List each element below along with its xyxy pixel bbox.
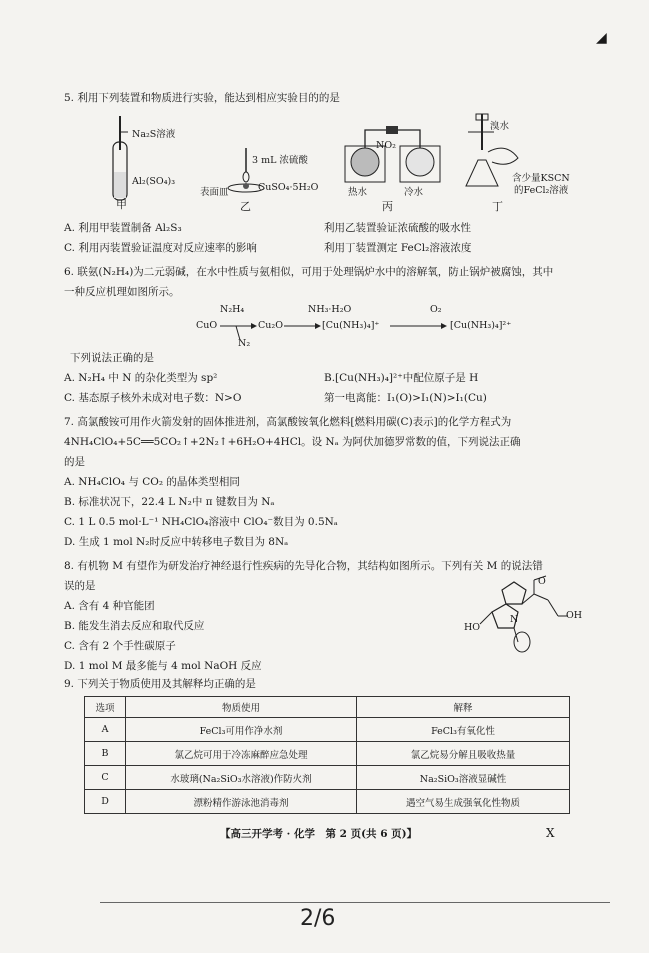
row-label: A [85,718,126,742]
label-conc-h2so4: 3 mL 浓硫酸 [252,155,308,166]
q6-option-c: C. 基态原子核外未成对电子数：N>O [64,392,242,404]
row-usage: 漂粉精作游泳池消毒剂 [126,790,357,814]
q7-stem-line3: 的是 [64,456,85,468]
mech-cu2o: Cu₂O [258,320,283,331]
apparatus-bing [340,120,450,190]
q8-label-ho: HO [464,622,481,633]
label-yi: 乙 [240,200,251,213]
header-usage: 物质使用 [126,697,357,718]
row-label: B [85,742,126,766]
q8-label-n: N [510,614,519,625]
q8-stem-line2: 误的是 [64,580,96,592]
footer-title: 【高三开学考 · 化学 第 2 页(共 6 页)】 [220,828,418,840]
label-cuso4: CuSO₄·5H₂O [258,182,319,193]
q6-ask: 下列说法正确的是 [70,352,154,364]
q7-option-d: D. 生成 1 mol N₂时反应中转移电子数目为 8Nₐ [64,536,289,548]
mech-n2: N₂ [238,338,251,349]
mech-nh3h2o: NH₃·H₂O [308,304,352,315]
q8-stem-line1: 8. 有机物 M 有望作为研发治疗神经退行性疾病的先导化合物，其结构如图所示。下列有关 M 的说法错 [64,560,543,572]
table-row [85,766,570,790]
q5-option-b: 利用乙装置验证浓硫酸的吸水性 [324,222,471,234]
label-watch-glass: 表面皿 [200,187,229,198]
q5-option-c: C. 利用丙装置验证温度对反应速率的影响 [64,242,257,254]
row-explanation: Na₂SiO₃溶液显碱性 [357,766,570,790]
mech-complex1: [Cu(NH₃)₄]⁺ [322,320,380,331]
q7-stem-line2: 4NH₄ClO₄+5C══5CO₂↑+2N₂↑+6H₂O+4HCl。设 Nₐ 为阿伏加德罗常数的值，下列说法正确 [64,436,521,448]
q8-option-d: D. 1 mol M 最多能与 4 mol NaOH 反应 [64,660,262,672]
q6-stem [64,262,584,302]
mech-arrows [170,310,490,350]
label-no2: NO₂ [376,140,396,151]
q9-table [84,696,570,814]
label-al2so4: Al₂(SO₄)₃ [132,176,176,187]
mech-n2h4: N₂H₄ [220,304,245,315]
page-indicator: 2/6 [300,906,336,931]
label-fecl2: 的FeCl₂溶液 [514,185,569,196]
mech-o2: O₂ [430,304,442,315]
label-cold-water: 冷水 [404,187,424,198]
row-explanation: FeCl₃有氧化性 [357,718,570,742]
q6-option-b: B.[Cu(NH₃)₄]²⁺中配位原子是 H [324,372,479,384]
table-row [85,790,570,814]
q5-option-d: 利用丁装置测定 FeCl₂溶液浓度 [324,242,472,254]
q6-body [64,348,584,408]
q6-option-d: 第一电离能：I₁(O)>I₁(N)>I₁(Cu) [324,392,487,404]
q5-options [64,218,584,258]
table-row [85,718,570,742]
header-option: 选项 [85,697,126,718]
corner-mark: ◢ [596,30,607,46]
q8-option-a: A. 含有 4 种官能团 [64,600,155,612]
q8-label-oh: OH [566,610,583,621]
table-row [85,742,570,766]
q6-stem-line1: 6. 联氨(N₂H₄)为二元弱碱，在水中性质与氨相似，可用于处理锅炉水中的溶解氧，防止锅炉被腐蚀，其中 [64,266,554,278]
q6-stem-line2: 一种反应机理如图所示。 [64,286,180,298]
row-label: D [85,790,126,814]
q8-label-o: O [538,576,546,587]
q5-option-a: A. 利用甲装置制备 Al₂S₃ [64,222,182,234]
label-bing: 丙 [382,200,393,213]
label-na2s: Na₂S溶液 [132,129,176,140]
mech-complex2: [Cu(NH₃)₄]²⁺ [450,320,512,331]
row-usage: 氯乙烷可用于冷冻麻醉应急处理 [126,742,357,766]
row-explanation: 氯乙烷易分解且吸收热量 [357,742,570,766]
label-hot-water: 热水 [348,187,368,198]
q8-option-c: C. 含有 2 个手性碳原子 [64,640,176,652]
row-usage: 水玻璃(Na₂SiO₃水溶液)作防火剂 [126,766,357,790]
q7-stem-line1: 7. 高氯酸铵可用作火箭发射的固体推进剂，高氯酸铵氧化燃料[燃料用碳(C)表示]的化学方程式为 [64,416,512,428]
q7-option-a: A. NH₄ClO₄ 与 CO₂ 的晶体类型相同 [64,476,240,488]
row-label: C [85,766,126,790]
q7-option-c: C. 1 L 0.5 mol·L⁻¹ NH₄ClO₄溶液中 ClO₄⁻数目为 0.5Nₐ [64,516,338,528]
row-usage: FeCl₃可用作净水剂 [126,718,357,742]
footer-mark: X [546,826,555,840]
label-bromine-water: 溴水 [490,121,510,132]
mech-cuo: CuO [196,320,218,331]
label-jia: 甲 [116,198,127,211]
q8-option-b: B. 能发生消去反应和取代反应 [64,620,205,632]
row-explanation: 遇空气易生成强氧化性物质 [357,790,570,814]
footer-rule [100,902,610,903]
q9-stem: 9. 下列关于物质使用及其解释均正确的是 [64,678,256,690]
label-ding: 丁 [492,200,503,213]
table-header-row [85,697,570,718]
label-kscn: 含少量KSCN [512,173,570,184]
q7-option-b: B. 标准状况下，22.4 L N₂中 π 键数目为 Nₐ [64,496,275,508]
q7 [64,412,584,552]
q8-structure [462,572,582,662]
header-explanation: 解释 [357,697,570,718]
q6-option-a: A. N₂H₄ 中 N 的杂化类型为 sp² [64,372,218,384]
q5-stem: 5. 利用下列装置和物质进行实验，能达到相应实验目的的是 [64,92,340,104]
